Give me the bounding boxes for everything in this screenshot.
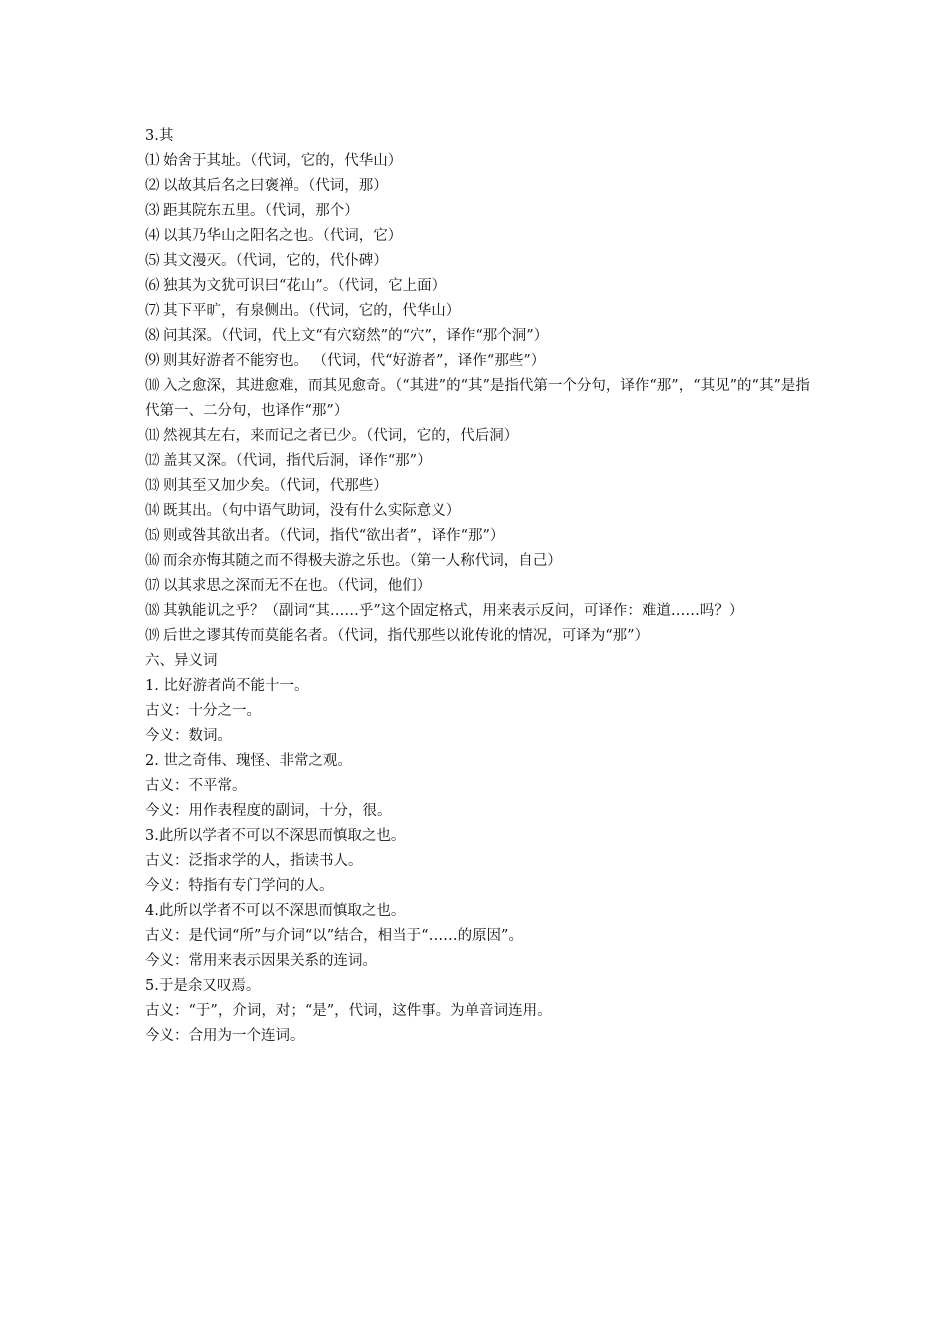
entry-title: 5.于是余又叹焉。 xyxy=(145,978,261,994)
qi-item xyxy=(145,249,810,274)
qi-item xyxy=(145,324,810,349)
entry-ancient-meaning: 古义：“于”，介词，对；“是”，代词，这件事。为单音词连用。 xyxy=(145,1003,552,1019)
document-page xyxy=(145,124,810,1049)
item-text: 其下平旷，有泉侧出。（代词，它的，代华山） xyxy=(163,303,461,319)
item-text: 则其好游者不能穷也。 （代词，代“好游者”，译作“那些”） xyxy=(163,353,546,369)
item-text: 盖其又深。（代词，指代后洞，译作“那”） xyxy=(163,453,432,469)
item-text: 独其为文犹可识曰“花山”。（代词，它上面） xyxy=(163,278,447,294)
qi-item xyxy=(145,199,810,224)
item-number: ⒁ xyxy=(145,503,160,519)
qi-item xyxy=(145,174,810,199)
item-number: ⑻ xyxy=(145,328,160,344)
qi-item xyxy=(145,599,810,624)
item-number: ⒅ xyxy=(145,603,160,619)
item-number: ⑾ xyxy=(145,428,160,444)
qi-item xyxy=(145,424,810,449)
qi-item xyxy=(145,624,810,649)
entry-modern-meaning: 今义：数词。 xyxy=(145,728,232,744)
entry-ancient-meaning: 古义：是代词“所”与介词“以”结合，相当于“……的原因”。 xyxy=(145,928,523,944)
entry-ancient-meaning: 古义：泛指求学的人，指读书人。 xyxy=(145,853,363,869)
qi-item xyxy=(145,274,810,299)
item-number: ⒀ xyxy=(145,478,160,494)
item-text: 然视其左右，来而记之者已少。（代词，它的，代后洞） xyxy=(163,428,519,444)
item-text: 则或咎其欲出者。（代词，指代“欲出者”，译作“那”） xyxy=(163,528,505,544)
item-text: 以其乃华山之阳名之也。（代词，它） xyxy=(163,228,403,244)
qi-item xyxy=(145,549,810,574)
item-number: ⒂ xyxy=(145,528,160,544)
qi-item xyxy=(145,299,810,324)
item-number: ⑺ xyxy=(145,303,160,319)
entry-title: 3.此所以学者不可以不深思而慎取之也。 xyxy=(145,828,406,844)
section-heading-yiyi: 六、异义词 xyxy=(145,653,218,669)
qi-item xyxy=(145,149,810,174)
qi-item xyxy=(145,499,810,524)
qi-item xyxy=(145,574,810,599)
qi-item xyxy=(145,474,810,499)
item-text: 距其院东五里。（代词，那个） xyxy=(163,203,359,219)
item-text: 始舍于其址。（代词，它的，代华山） xyxy=(163,153,403,169)
item-text: 其孰能讥之乎？（副词“其……乎”这个固定格式，用来表示反问，可译作：难道……吗？） xyxy=(163,603,744,619)
item-number: ⑹ xyxy=(145,278,160,294)
entry-modern-meaning: 今义：常用来表示因果关系的连词。 xyxy=(145,953,377,969)
section-heading-qi: 3.其 xyxy=(145,128,174,144)
item-number: ⑴ xyxy=(145,153,160,169)
entry-title: 2. 世之奇伟、瑰怪、非常之观。 xyxy=(145,753,352,769)
item-text: 既其出。（句中语气助词，没有什么实际意义） xyxy=(163,503,461,519)
qi-item xyxy=(145,224,810,249)
entry-modern-meaning: 今义：用作表程度的副词，十分，很。 xyxy=(145,803,392,819)
item-number: ⑽ xyxy=(145,378,160,394)
entry-title: 4.此所以学者不可以不深思而慎取之也。 xyxy=(145,903,406,919)
item-number: ⑵ xyxy=(145,178,160,194)
qi-item xyxy=(145,374,810,424)
entry-modern-meaning: 今义：合用为一个连词。 xyxy=(145,1028,305,1044)
item-text: 而余亦悔其随之而不得极夫游之乐也。（第一人称代词，自己） xyxy=(163,553,562,569)
item-number: ⒃ xyxy=(145,553,160,569)
item-number: ⑼ xyxy=(145,353,160,369)
item-text: 后世之谬其传而莫能名者。（代词，指代那些以讹传讹的情况，可译为“那”） xyxy=(163,628,650,644)
item-number: ⑸ xyxy=(145,253,160,269)
entry-modern-meaning: 今义：特指有专门学问的人。 xyxy=(145,878,334,894)
item-text: 入之愈深，其进愈难，而其见愈奇。（“其进”的“其”是指代第一个分句，译作“那”，“其见”的“其”是指代第一、二分句，也译作“那”） xyxy=(145,378,810,419)
entry-title: 1. 比好游者尚不能十一。 xyxy=(145,678,309,694)
item-text: 其文漫灭。（代词，它的，代仆碑） xyxy=(163,253,388,269)
item-number: ⒆ xyxy=(145,628,160,644)
qi-item xyxy=(145,349,810,374)
item-number: ⑶ xyxy=(145,203,160,219)
item-number: ⑷ xyxy=(145,228,160,244)
item-text: 以其求思之深而无不在也。（代词，他们） xyxy=(163,578,432,594)
item-text: 问其深。（代词，代上文“有穴窈然”的“穴”，译作“那个洞”） xyxy=(163,328,549,344)
item-number: ⑿ xyxy=(145,453,160,469)
item-number: ⒄ xyxy=(145,578,160,594)
entry-ancient-meaning: 古义：不平常。 xyxy=(145,778,247,794)
item-text: 则其至又加少矣。（代词，代那些） xyxy=(163,478,388,494)
entry-ancient-meaning: 古义：十分之一。 xyxy=(145,703,261,719)
item-text: 以故其后名之曰褒禅。（代词，那） xyxy=(163,178,388,194)
qi-item xyxy=(145,524,810,549)
qi-item xyxy=(145,449,810,474)
